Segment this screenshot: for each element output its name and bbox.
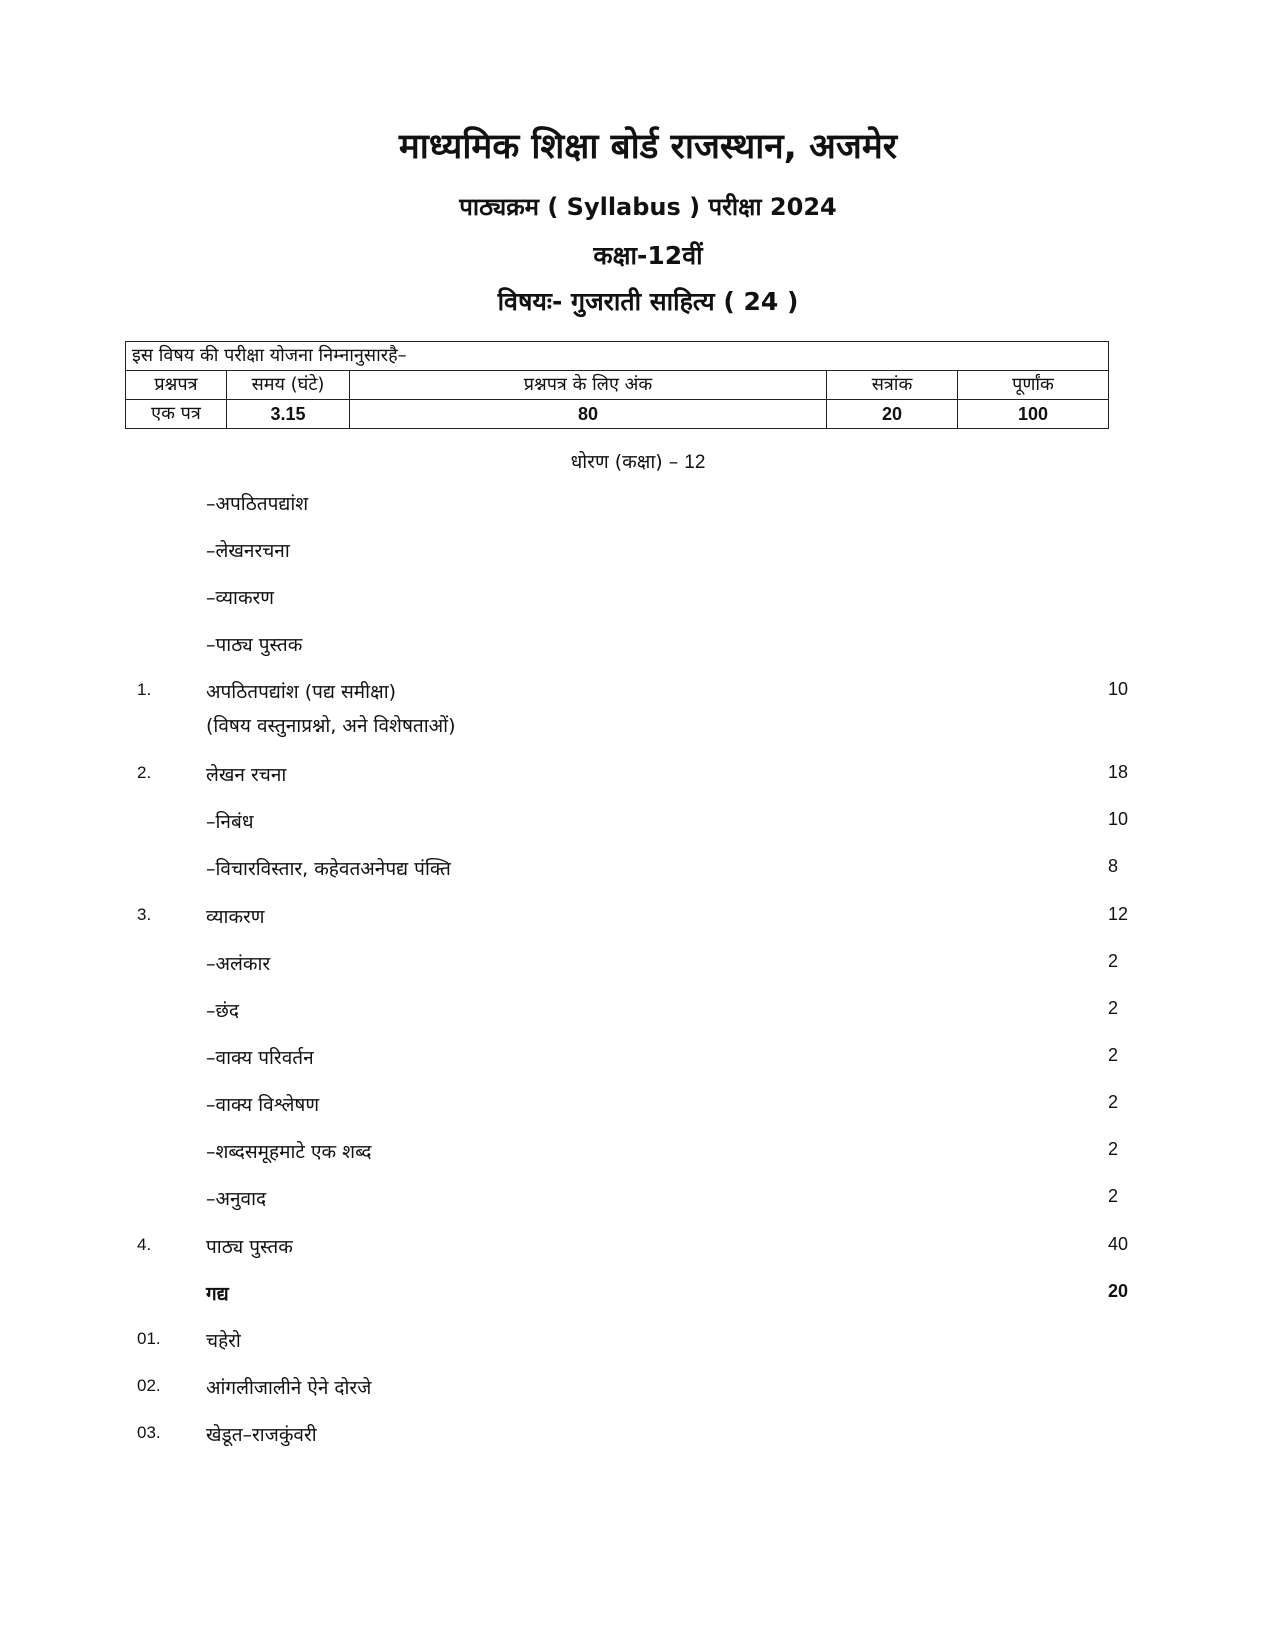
section-row <box>0 808 1276 838</box>
section-marks: 2 <box>1107 1092 1118 1112</box>
header-cell: प्रश्नपत्र <box>126 371 227 400</box>
data-cell: 100 <box>958 400 1109 429</box>
section-text: व्याकरण <box>206 906 265 928</box>
section-marks: 8 <box>1107 856 1118 876</box>
section-row <box>0 1091 1276 1121</box>
section-marks: 10 <box>1107 679 1128 699</box>
section-marks: 18 <box>1107 762 1128 782</box>
section-marks: 12 <box>1107 904 1128 924</box>
scheme-data-row <box>126 400 1109 429</box>
exam-scheme-table <box>125 341 1109 429</box>
section-number: 1. <box>137 680 152 699</box>
subject-title: विषयः- गुजराती साहित्य ( 24 ) <box>497 287 799 316</box>
section-row <box>0 1327 1276 1357</box>
syllabus-title: पाठ्यक्रम ( Syllabus ) परीक्षा 2024 <box>459 193 837 221</box>
section-row <box>0 855 1276 885</box>
section-row <box>0 1044 1276 1074</box>
board-title: माध्यमिक शिक्षा बोर्ड राजस्थान, अजमेर <box>398 127 898 167</box>
intro-item: –लेखनरचना <box>206 540 290 562</box>
section-number: 03. <box>137 1423 161 1442</box>
section-row <box>0 678 1276 737</box>
section-text: –अलंकार <box>206 953 271 975</box>
standard-value: 12 <box>684 452 706 473</box>
section-row <box>0 1138 1276 1168</box>
header-cell: पूर्णांक <box>958 371 1109 400</box>
class-title: कक्षा-12वीं <box>593 241 703 270</box>
section-marks: 20 <box>1107 1281 1128 1301</box>
section-marks: 2 <box>1107 1186 1118 1206</box>
intro-item: –अपठितपद्यांश <box>206 493 309 515</box>
section-row <box>0 761 1276 791</box>
data-cell: एक पत्र <box>126 400 227 429</box>
standard-label: धोरण (कक्षा) – <box>570 451 679 473</box>
intro-item: –पाठ्य पुस्तक <box>206 634 303 656</box>
section-row <box>0 1233 1276 1263</box>
section-marks: 2 <box>1107 1139 1118 1159</box>
section-subtext: (विषय वस्तुनाप्रश्नो, अने विशेषताओं) <box>206 715 456 737</box>
section-number: 2. <box>137 763 152 782</box>
section-text: –छंद <box>206 1000 239 1022</box>
section-row <box>0 903 1276 933</box>
header-cell: समय (घंटे) <box>227 371 350 400</box>
section-text: अपठितपद्यांश (पद्य समीक्षा) <box>206 681 397 703</box>
section-text: –वाक्य विश्लेषण <box>206 1094 320 1116</box>
data-cell: 80 <box>350 400 827 429</box>
section-text: पाठ्य पुस्तक <box>206 1236 293 1258</box>
standard-heading <box>0 448 1276 474</box>
scheme-caption: इस विषय की परीक्षा योजना निम्नानुसारहै– <box>126 342 1109 371</box>
section-row <box>0 950 1276 980</box>
section-row <box>0 997 1276 1027</box>
section-row <box>0 1421 1276 1451</box>
section-row <box>0 1185 1276 1215</box>
section-text: –निबंध <box>206 811 254 833</box>
section-text: आंगलीजालीने ऐने दोरजे <box>206 1377 372 1399</box>
section-marks: 2 <box>1107 951 1118 971</box>
section-text: –अनुवाद <box>206 1188 267 1210</box>
section-number: 01. <box>137 1329 161 1348</box>
section-row <box>0 1280 1276 1310</box>
section-number: 02. <box>137 1376 161 1395</box>
data-cell: 20 <box>827 400 958 429</box>
header-cell: प्रश्नपत्र के लिए अंक <box>350 371 827 400</box>
header-cell: सत्रांक <box>827 371 958 400</box>
section-number: 4. <box>137 1235 152 1254</box>
section-text: चहेरो <box>206 1330 241 1352</box>
scheme-header-row <box>126 371 1109 400</box>
section-text: गद्य <box>206 1283 229 1305</box>
section-text: खेडूत–राजकुंवरी <box>206 1424 317 1446</box>
section-marks: 40 <box>1107 1234 1128 1254</box>
section-number: 3. <box>137 905 152 924</box>
section-text: –शब्दसमूहमाटे एक शब्द <box>206 1141 372 1163</box>
section-text: –वाक्य परिवर्तन <box>206 1047 314 1069</box>
intro-item: –व्याकरण <box>206 587 275 609</box>
section-marks: 2 <box>1107 1045 1118 1065</box>
section-marks: 10 <box>1107 809 1128 829</box>
section-row <box>0 1374 1276 1404</box>
section-marks: 2 <box>1107 998 1118 1018</box>
section-text: –विचारविस्तार, कहेवतअनेपद्य पंक्ति <box>206 858 451 880</box>
data-cell: 3.15 <box>227 400 350 429</box>
section-text: लेखन रचना <box>206 764 287 786</box>
